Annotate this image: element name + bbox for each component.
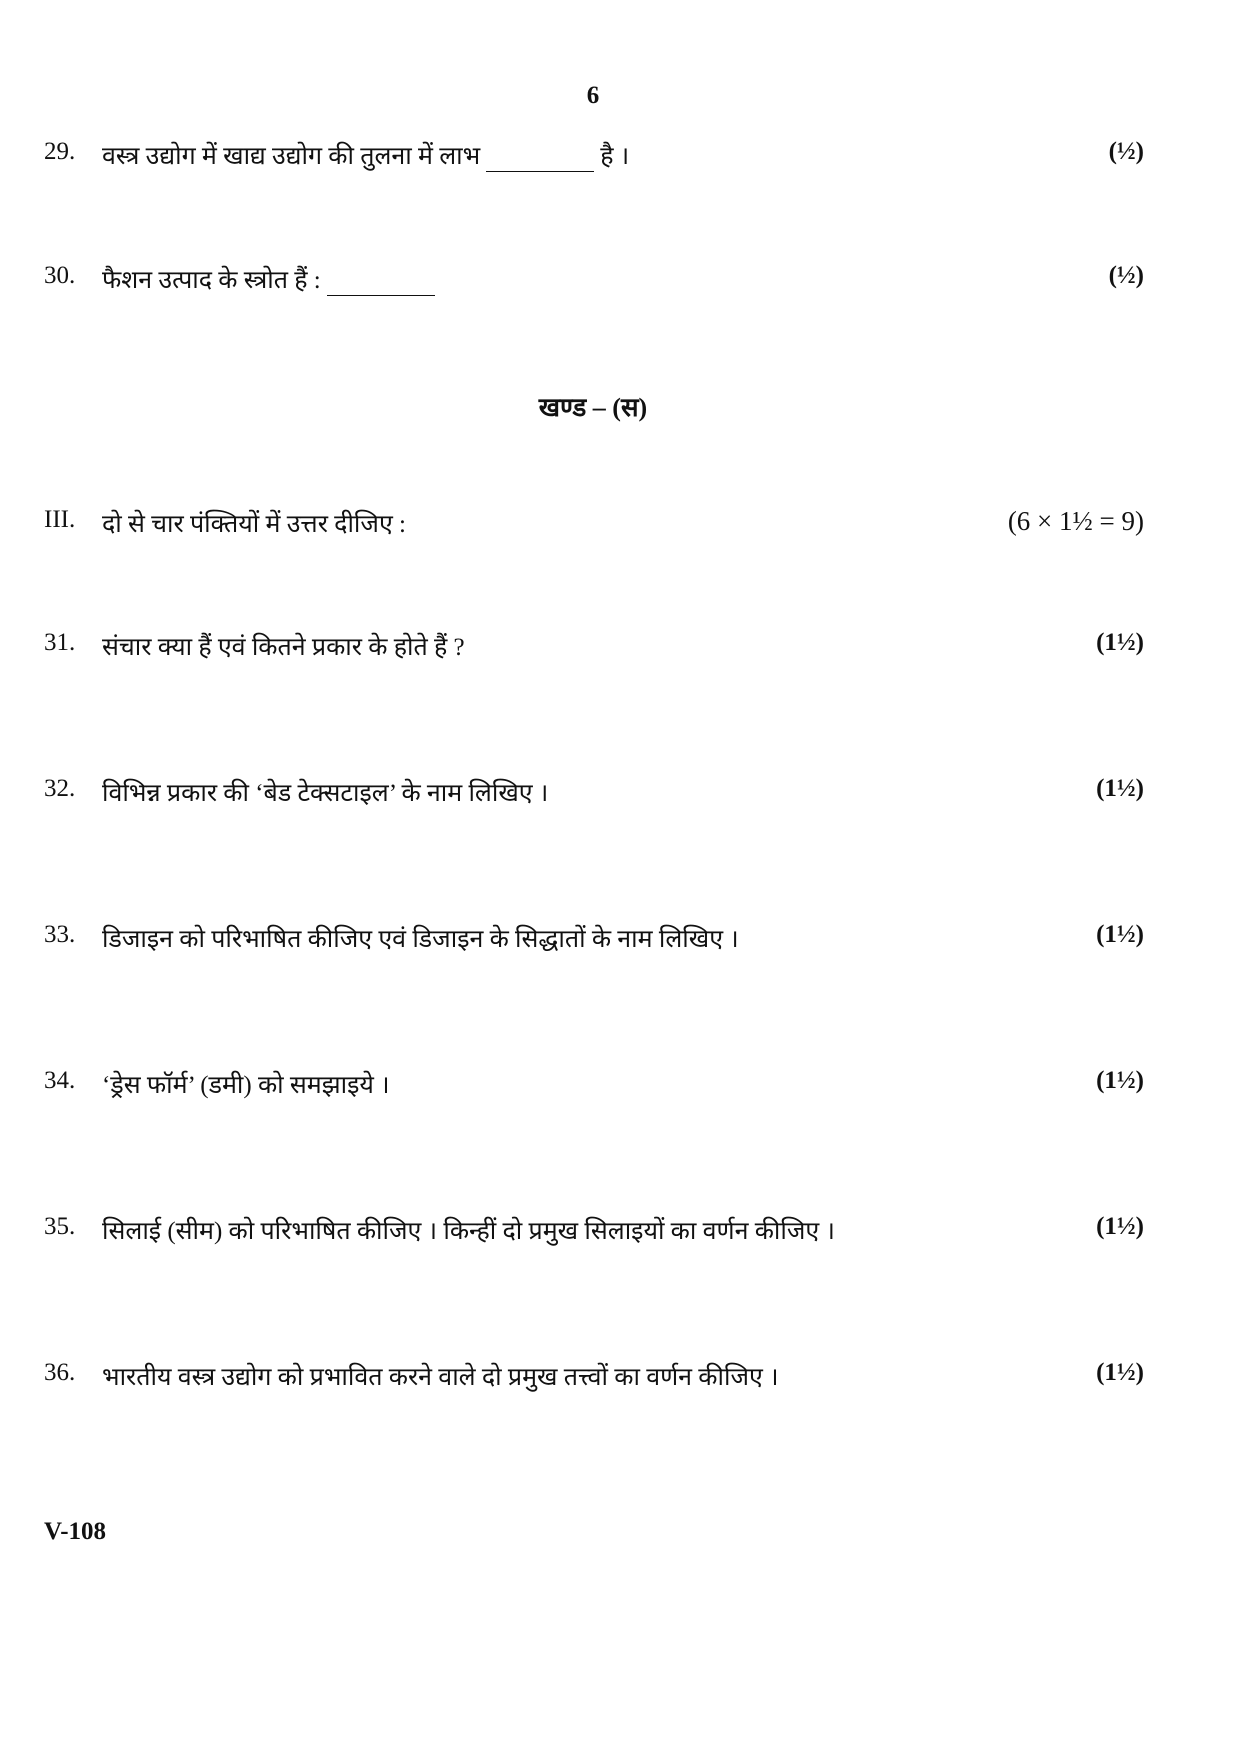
question-number: 30. xyxy=(44,262,76,289)
instruction-marks: (6 × 1½ = 9) xyxy=(1007,506,1144,536)
question-marks: (1½) xyxy=(1096,775,1144,802)
question-text: विभिन्न प्रकार की ‘बेड टेक्सटाइल’ के नाम लिखिए । xyxy=(102,780,549,807)
question-number: 31. xyxy=(44,629,76,656)
question-number: 33. xyxy=(44,921,76,948)
question-number: 29. xyxy=(44,138,76,165)
question-marks: (1½) xyxy=(1096,629,1144,656)
question-text xyxy=(102,262,441,296)
question-30 xyxy=(44,262,1144,302)
question-text: संचार क्या हैं एवं कितने प्रकार के होते हैं ? xyxy=(102,634,465,661)
question-text-before: फैशन उत्पाद के स्त्रोत हैं : xyxy=(102,267,321,294)
question-number: 34. xyxy=(44,1067,76,1094)
page-number: 6 xyxy=(586,82,600,109)
instruction-number: III. xyxy=(44,506,76,533)
section-title: खण्ड – (स) xyxy=(538,393,648,422)
question-number: 36. xyxy=(44,1359,76,1386)
fill-blank xyxy=(486,143,594,172)
question-31 xyxy=(44,629,1144,669)
question-marks: (½) xyxy=(1108,262,1144,289)
fill-blank xyxy=(327,267,435,296)
instruction-text: दो से चार पंक्तियों में उत्तर दीजिए : xyxy=(102,511,406,538)
question-33 xyxy=(44,921,1144,961)
paper-code: V-108 xyxy=(44,1518,107,1545)
question-36 xyxy=(44,1359,1144,1399)
question-marks: (1½) xyxy=(1096,1213,1144,1240)
question-text: ‘ड्रेस फॉर्म’ (डमी) को समझाइये । xyxy=(102,1072,390,1099)
question-text-before: वस्त्र उद्योग में खाद्य उद्योग की तुलना में लाभ xyxy=(102,143,481,170)
question-text-after: है । xyxy=(600,143,630,170)
question-34 xyxy=(44,1067,1144,1107)
question-text: भारतीय वस्त्र उद्योग को प्रभावित करने वाले दो प्रमुख तत्त्वों का वर्णन कीजिए । xyxy=(102,1364,779,1391)
question-text: सिलाई (सीम) को परिभाषित कीजिए । किन्हीं दो प्रमुख सिलाइयों का वर्णन कीजिए । xyxy=(102,1218,835,1245)
question-text: डिजाइन को परिभाषित कीजिए एवं डिजाइन के सिद्धातों के नाम लिखिए । xyxy=(102,926,739,953)
question-marks: (1½) xyxy=(1096,1359,1144,1386)
question-text xyxy=(102,138,629,172)
question-number: 32. xyxy=(44,775,76,802)
question-marks: (1½) xyxy=(1096,921,1144,948)
question-29 xyxy=(44,138,1144,178)
question-35 xyxy=(44,1213,1144,1253)
question-32 xyxy=(44,775,1144,815)
question-number: 35. xyxy=(44,1213,76,1240)
section-instruction xyxy=(44,506,1144,546)
question-marks: (1½) xyxy=(1096,1067,1144,1094)
question-marks: (½) xyxy=(1108,138,1144,165)
